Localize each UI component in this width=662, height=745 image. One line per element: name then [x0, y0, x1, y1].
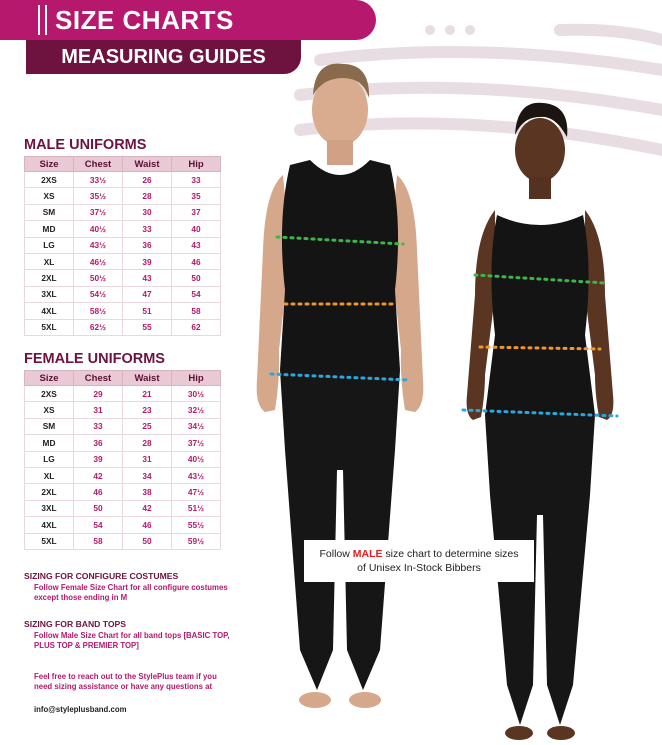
measurement-cell: 43 [172, 237, 221, 253]
size-cell: XL [25, 253, 74, 269]
measurement-cell: 54 [172, 286, 221, 302]
column-header: Waist [123, 157, 172, 172]
size-cell: 5XL [25, 319, 74, 335]
measurement-cell: 36 [74, 435, 123, 451]
table-row [25, 204, 221, 220]
band-note-body: Follow Male Size Chart for all band tops [BASIC TOP, PLUS TOP & PREMIER TOP] [34, 631, 230, 650]
table-row [25, 533, 221, 549]
column-header: Size [25, 371, 74, 386]
table-row [25, 451, 221, 467]
table-row [25, 500, 221, 516]
size-cell: XL [25, 467, 74, 483]
column-header: Chest [74, 157, 123, 172]
configure-costumes-note [24, 571, 234, 603]
measurement-cell: 43½ [74, 237, 123, 253]
table-row [25, 188, 221, 204]
measurement-cell: 33 [74, 418, 123, 434]
measurement-cell: 29 [74, 386, 123, 402]
unisex-bibbers-callout [304, 540, 534, 582]
size-cell: LG [25, 237, 74, 253]
table-row [25, 237, 221, 253]
measurement-cell: 59½ [172, 533, 221, 549]
measurement-cell: 40 [172, 221, 221, 237]
table-row [25, 253, 221, 269]
measurement-cell: 50½ [74, 270, 123, 286]
measurement-cell: 46 [172, 253, 221, 269]
size-cell: MD [25, 435, 74, 451]
measurement-cell: 46 [74, 484, 123, 500]
table-row [25, 467, 221, 483]
measurement-cell: 50 [172, 270, 221, 286]
male-size-table [24, 156, 221, 336]
measurement-cell: 31 [123, 451, 172, 467]
size-cell: XS [25, 402, 74, 418]
measurement-cell: 26 [123, 172, 172, 188]
measurement-cell: 37 [172, 204, 221, 220]
measurement-cell: 58 [74, 533, 123, 549]
size-cell: 3XL [25, 500, 74, 516]
measurement-cell: 58 [172, 303, 221, 319]
measurement-cell: 33 [172, 172, 221, 188]
size-cell: 2XL [25, 484, 74, 500]
measurement-cell: 33 [123, 221, 172, 237]
measurement-cell: 62½ [74, 319, 123, 335]
measurement-cell: 50 [123, 533, 172, 549]
measurement-cell: 62 [172, 319, 221, 335]
title-banner [0, 0, 376, 40]
measurement-cell: 34 [123, 467, 172, 483]
measurement-cell: 21 [123, 386, 172, 402]
table-row [25, 435, 221, 451]
measurement-cell: 32½ [172, 402, 221, 418]
measurement-cell: 40½ [172, 451, 221, 467]
callout-line-1: Follow MALE size chart to determine sizes [319, 548, 519, 560]
measurement-cell: 30 [123, 204, 172, 220]
measurement-cell: 42 [123, 500, 172, 516]
table-row [25, 418, 221, 434]
measurement-cell: 35 [172, 188, 221, 204]
table-row [25, 402, 221, 418]
size-cell: LG [25, 451, 74, 467]
column-header: Chest [74, 371, 123, 386]
contact-text: Feel free to reach out to the StylePlus team if you need sizing assistance or have any questions at [34, 672, 217, 691]
measurement-cell: 46 [123, 517, 172, 533]
measurement-cell: 35½ [74, 188, 123, 204]
size-cell: 3XL [25, 286, 74, 302]
table-row [25, 286, 221, 302]
table-row [25, 172, 221, 188]
size-cell: XS [25, 188, 74, 204]
measurement-cell: 51 [123, 303, 172, 319]
column-header: Hip [172, 157, 221, 172]
size-cell: MD [25, 221, 74, 237]
measurement-cell: 51½ [172, 500, 221, 516]
measurement-cell: 23 [123, 402, 172, 418]
contact-email-link[interactable]: info@styleplusband.com [34, 705, 127, 714]
male-uniforms-title: MALE UNIFORMS [24, 137, 147, 153]
measurement-cell: 37½ [172, 435, 221, 451]
band-note-title: SIZING FOR BAND TOPS [24, 619, 127, 629]
column-header: Size [25, 157, 74, 172]
banner-bars-decoration [38, 5, 47, 35]
measurement-cell: 42 [74, 467, 123, 483]
size-cell: SM [25, 418, 74, 434]
size-cell: 4XL [25, 303, 74, 319]
size-cell: 4XL [25, 517, 74, 533]
size-cell: 2XS [25, 172, 74, 188]
table-row [25, 221, 221, 237]
column-header: Waist [123, 371, 172, 386]
page-title: SIZE CHARTS [55, 4, 234, 35]
band-tops-note [24, 619, 234, 651]
measurement-cell: 50 [74, 500, 123, 516]
measurement-cell: 28 [123, 188, 172, 204]
size-cell: 2XS [25, 386, 74, 402]
table-row [25, 319, 221, 335]
table-row [25, 386, 221, 402]
callout-line-2: of Unisex In-Stock Bibbers [357, 562, 481, 574]
measurement-cell: 54½ [74, 286, 123, 302]
measurement-cell: 28 [123, 435, 172, 451]
measurement-cell: 36 [123, 237, 172, 253]
female-uniforms-title: FEMALE UNIFORMS [24, 351, 165, 367]
table-row [25, 484, 221, 500]
measurement-cell: 54 [74, 517, 123, 533]
measurement-cell: 37½ [74, 204, 123, 220]
size-cell: 5XL [25, 533, 74, 549]
table-row [25, 517, 221, 533]
measurement-cell: 46½ [74, 253, 123, 269]
size-cell: 2XL [25, 270, 74, 286]
female-size-table [24, 370, 221, 550]
measurement-cell: 47 [123, 286, 172, 302]
configure-note-title: SIZING FOR CONFIGURE COSTUMES [24, 571, 179, 581]
table-row [25, 270, 221, 286]
measurement-cell: 39 [74, 451, 123, 467]
measurement-cell: 33½ [74, 172, 123, 188]
measurement-cell: 30½ [172, 386, 221, 402]
measurement-cell: 40½ [74, 221, 123, 237]
size-cell: SM [25, 204, 74, 220]
measurement-cell: 43 [123, 270, 172, 286]
measurement-cell: 43½ [172, 467, 221, 483]
measurement-cell: 55 [123, 319, 172, 335]
measurement-cell: 39 [123, 253, 172, 269]
measurement-cell: 58½ [74, 303, 123, 319]
measurement-cell: 38 [123, 484, 172, 500]
configure-note-body: Follow Female Size Chart for all configure costumes except those ending in M [34, 583, 228, 602]
female-model-figure [455, 95, 625, 745]
male-model-figure [235, 50, 435, 720]
table-row [25, 303, 221, 319]
callout-emphasis: MALE [352, 548, 383, 560]
measurement-cell: 47½ [172, 484, 221, 500]
measurement-cell: 55½ [172, 517, 221, 533]
column-header: Hip [172, 371, 221, 386]
measurement-cell: 31 [74, 402, 123, 418]
measurement-cell: 25 [123, 418, 172, 434]
measurement-cell: 34½ [172, 418, 221, 434]
page-subtitle: MEASURING GUIDES [61, 45, 266, 68]
